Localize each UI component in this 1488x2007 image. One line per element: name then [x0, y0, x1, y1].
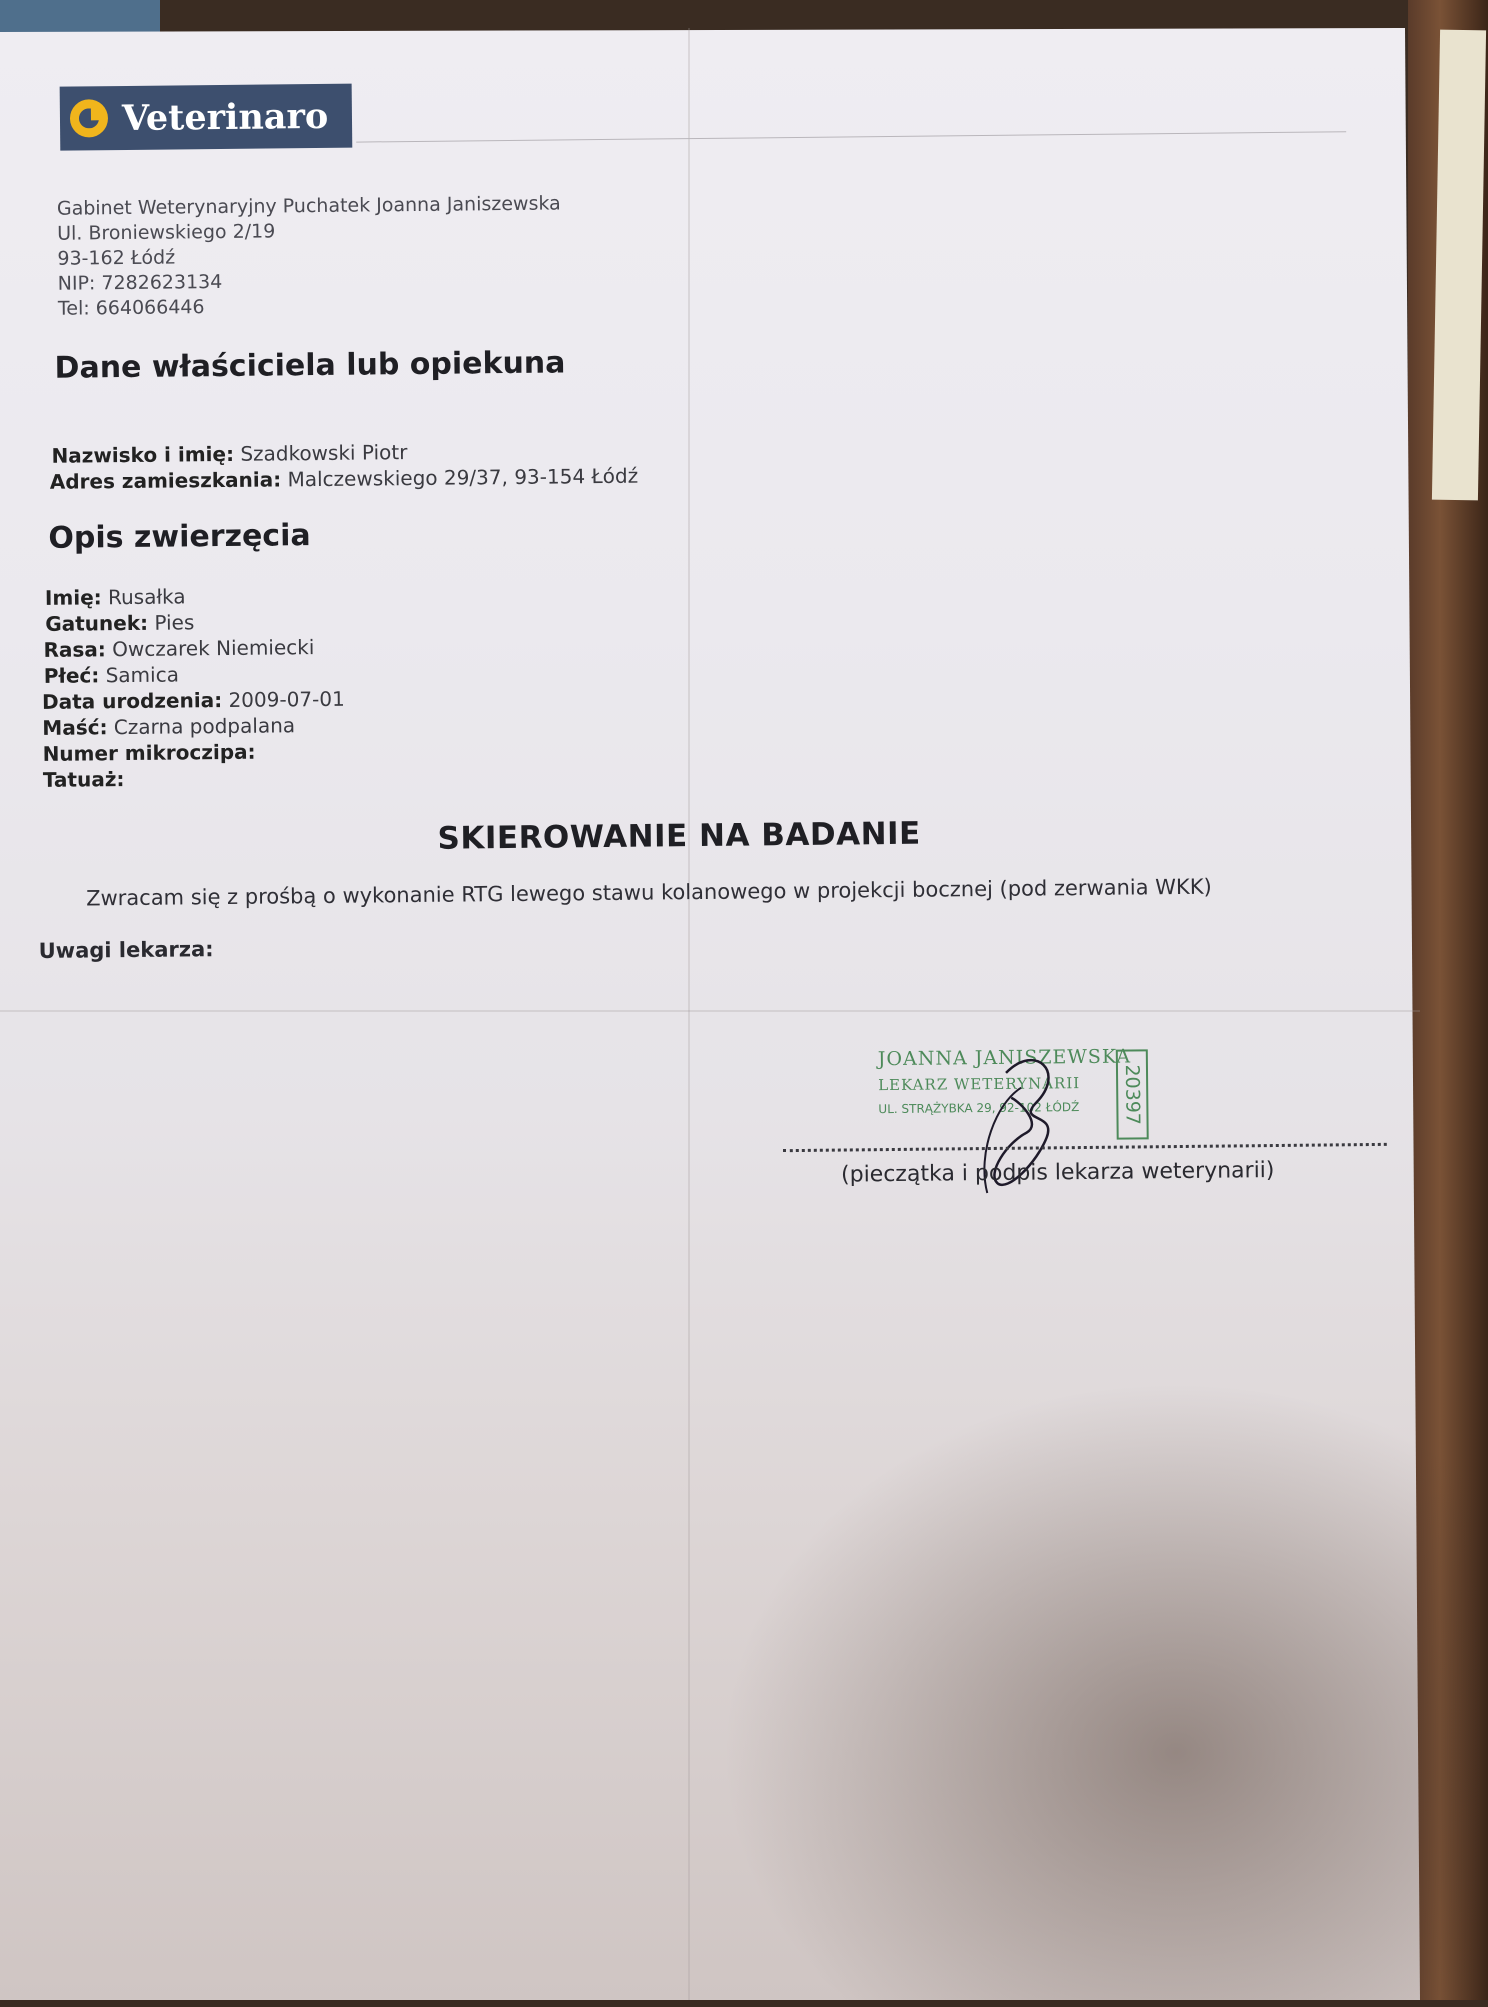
clinic-tel: Tel: 664066446	[58, 291, 562, 321]
animal-field-label: Data urodzenia:	[42, 688, 222, 714]
photo-shadow	[720, 1380, 1480, 2000]
clinic-nip: NIP: 7282623134	[58, 266, 562, 296]
animal-field-value: Czarna podpalana	[114, 713, 295, 739]
animal-field-row	[45, 609, 194, 637]
owner-heading: Dane właściciela lub opiekuna	[54, 345, 565, 385]
clinic-info	[57, 191, 562, 321]
referral-request: Zwracam się z prośbą o wykonanie RTG lewego stawu kolanowego w projekcji bocznej (pod zerwania WKK)	[86, 875, 1212, 911]
owner-name-label: Nazwisko i imię:	[51, 442, 234, 468]
animal-field-value: Rusałka	[108, 584, 186, 609]
animal-field-value: Pies	[154, 610, 194, 634]
animal-field-value: Samica	[106, 662, 179, 687]
animal-field-row	[42, 712, 295, 741]
animal-field-label: Płeć:	[44, 663, 100, 688]
clinic-street: Ul. Broniewskiego 2/19	[57, 216, 561, 246]
stamp-number: 20397	[1116, 1049, 1149, 1139]
owner-name-value: Szadkowski Piotr	[240, 440, 407, 466]
doctor-notes-label: Uwagi lekarza:	[39, 937, 214, 963]
animal-heading: Opis zwierzęcia	[48, 518, 311, 556]
animal-field-label: Rasa:	[43, 637, 106, 662]
owner-address-label: Adres zamieszkania:	[50, 467, 282, 493]
animal-field-row	[42, 686, 345, 715]
animal-field-value: Owczarek Niemiecki	[112, 635, 314, 661]
signature-caption: (pieczątka i podpis lekarza weterynarii)	[841, 1158, 1275, 1188]
handwritten-signature	[966, 1042, 1078, 1213]
header-rule	[356, 131, 1346, 142]
clinic-city: 93-162 Łódź	[57, 241, 561, 271]
animal-field-label: Tatuaż:	[43, 767, 125, 792]
owner-address-row	[50, 463, 639, 495]
animal-field-label: Imię:	[45, 585, 102, 610]
stamp-line-name: JOANNA JANISZEWSKA	[878, 1046, 1131, 1071]
owner-name-row	[51, 439, 407, 469]
stamp-line-title: LEKARZ WETERYNARII	[878, 1074, 1131, 1095]
signature-line	[783, 1143, 1387, 1152]
owner-address-value: Malczewskiego 29/37, 93-154 Łódź	[287, 464, 638, 492]
logo-text: Veterinaro	[122, 95, 329, 138]
background-paper	[1432, 30, 1486, 501]
animal-field-row	[43, 634, 314, 663]
animal-field-row	[42, 739, 255, 767]
animal-field-value: 2009-07-01	[228, 687, 344, 712]
referral-title: SKIEROWANIE NA BADANIE	[437, 816, 921, 857]
stamp-line-address: UL. STRĄŻYBKA 29, 92-102 ŁÓDŹ	[878, 1100, 1131, 1117]
clinic-name: Gabinet Weterynaryjny Puchatek Joanna Janiszewska	[57, 191, 561, 221]
logo-mark-icon	[70, 99, 108, 137]
animal-field-label: Numer mikroczipa:	[42, 740, 255, 766]
animal-field-label: Gatunek:	[45, 611, 148, 636]
logo	[60, 84, 353, 151]
animal-field-row	[43, 766, 125, 793]
animal-field-row	[44, 661, 179, 688]
animal-field-label: Maść:	[42, 715, 107, 740]
animal-field-row	[45, 583, 186, 610]
